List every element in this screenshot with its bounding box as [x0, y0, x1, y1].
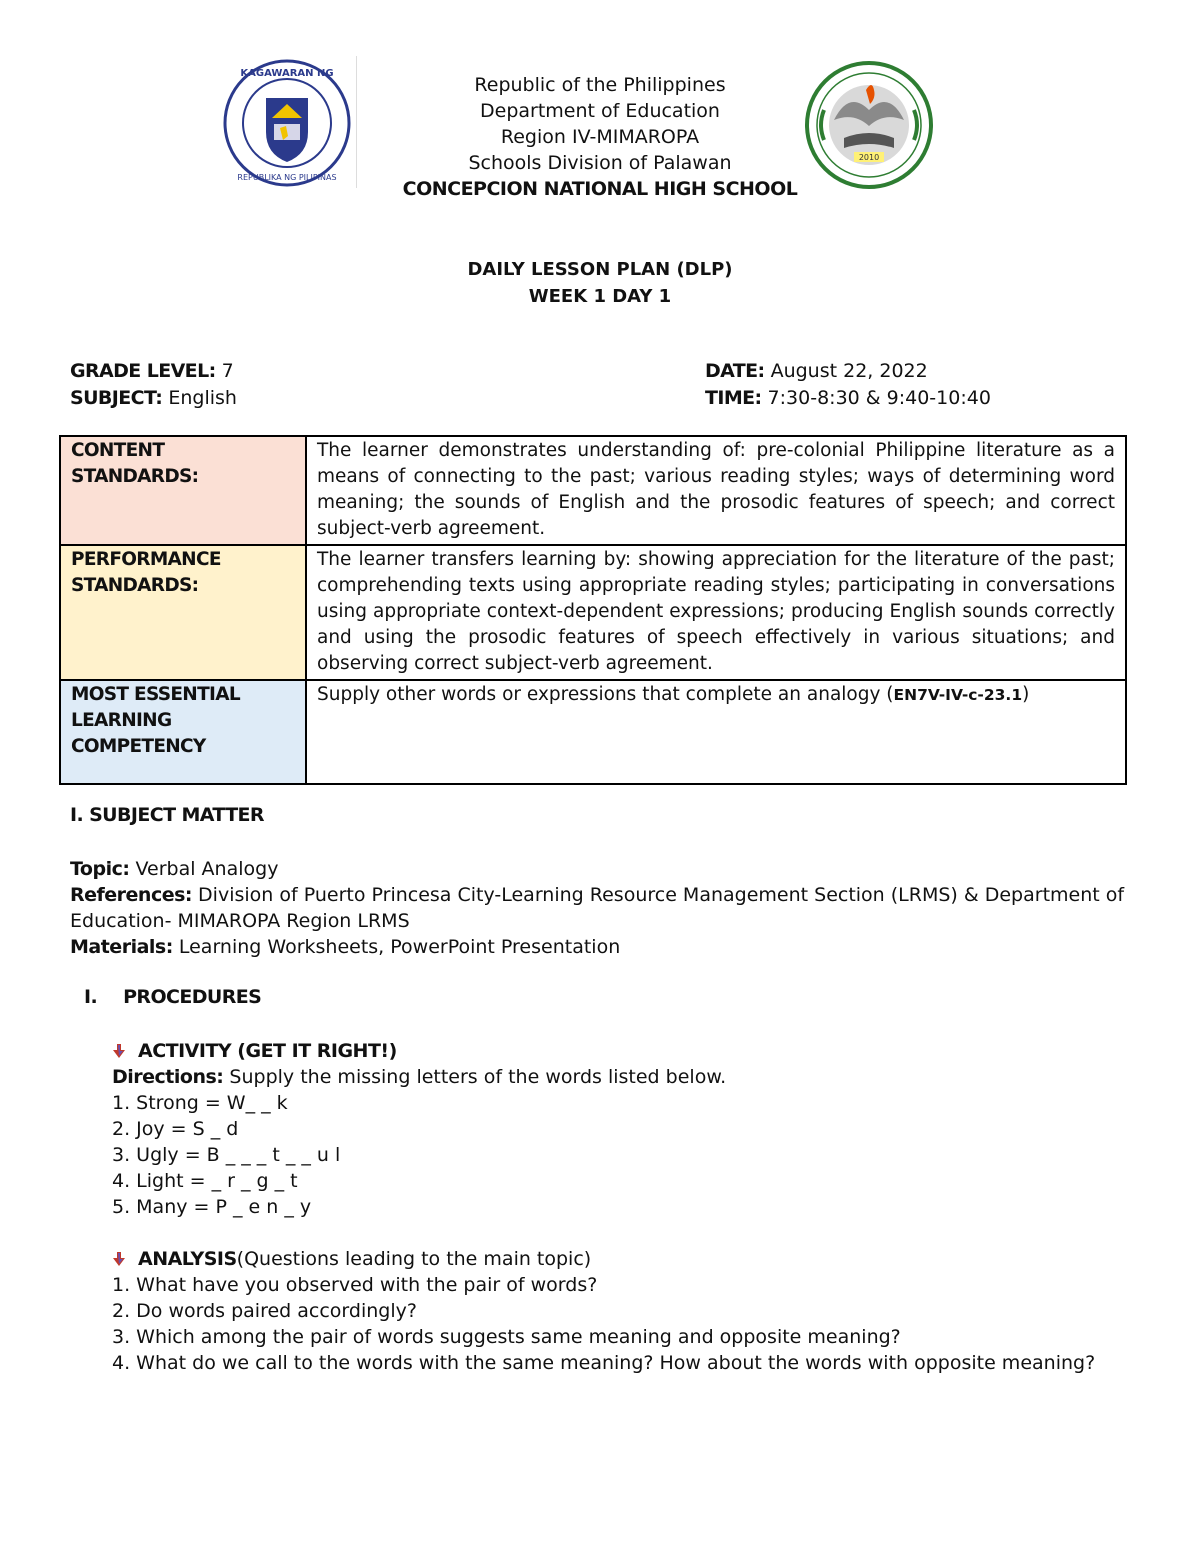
subject-value: English: [162, 387, 237, 409]
subject-matter-block: [70, 856, 1132, 960]
materials-label: Materials:: [70, 936, 173, 958]
header-line-3: Region IV-MIMAROPA: [500, 126, 700, 148]
school-seal-icon: [804, 60, 934, 190]
references-row: [70, 882, 1132, 934]
analysis-subtitle: (Questions leading to the main topic): [236, 1248, 592, 1270]
date-label: DATE:: [705, 360, 765, 382]
melc-label: MOST ESSENTIAL LEARNING COMPETENCY: [60, 680, 306, 784]
procedures-heading: [84, 986, 261, 1008]
subject-row: [70, 385, 237, 412]
topic-row: [70, 856, 1132, 882]
topic-value: Verbal Analogy: [129, 858, 279, 880]
list-item: 2. Do words paired accordingly?: [112, 1300, 417, 1322]
list-item: 3. Which among the pair of words suggests same meaning and opposite meaning?: [112, 1326, 901, 1348]
activity-heading: [112, 1038, 1112, 1064]
svg-text:2010: 2010: [858, 153, 880, 162]
title-line-2: WEEK 1 DAY 1: [528, 286, 672, 307]
procedures-title: PROCEDURES: [123, 986, 262, 1008]
analysis-block: [112, 1246, 1162, 1376]
list-item: 3. Ugly = B _ _ _ t _ _ u l: [112, 1144, 341, 1166]
melc-code: EN7V-IV-c-23.1: [893, 686, 1023, 704]
subject-matter-heading: I. SUBJECT MATTER: [70, 804, 264, 826]
date-row: [705, 358, 991, 385]
activity-block: [112, 1038, 1112, 1220]
svg-text:KAGAWARAN NG: KAGAWARAN NG: [240, 68, 334, 79]
header-line-4: Schools Division of Palawan: [468, 152, 732, 174]
analysis-heading: [112, 1246, 1162, 1272]
meta-left: [70, 358, 237, 412]
meta-right: [705, 358, 991, 412]
grade-level-row: [70, 358, 237, 385]
materials-row: [70, 934, 1132, 960]
list-item: 1. Strong = W_ _ k: [112, 1092, 288, 1114]
directions-value: Supply the missing letters of the words listed below.: [223, 1066, 727, 1088]
standards-table: [59, 435, 1127, 785]
directions-row: [112, 1064, 1112, 1090]
list-item: 1. What have you observed with the pair of words?: [112, 1274, 598, 1296]
performance-standards-label: PERFORMANCE STANDARDS:: [60, 545, 306, 680]
time-value: 7:30-8:30 & 9:40-10:40: [761, 387, 991, 409]
analysis-title: ANALYSIS: [138, 1248, 237, 1270]
list-item: 4. Light = _ r _ g _ t: [112, 1170, 298, 1192]
performance-standards-text: The learner transfers learning by: showing appreciation for the literature of the past; comprehending texts using appropriate reading styles; participating in conversations using appropriate context-dependent expressions; producing English sounds correctly and using the prosodic features of speech effectively in various situations; and observing correct subject-verb agreement.: [306, 545, 1126, 680]
references-value: Division of Puerto Princesa City-Learning Resource Management Section (LRMS) & Department of Education- MIMAROPA Region LRMS: [70, 884, 1125, 932]
svg-text:REPUBLIKA NG PILIPINAS: REPUBLIKA NG PILIPINAS: [237, 173, 337, 182]
table-row: [60, 545, 1126, 680]
materials-value: Learning Worksheets, PowerPoint Presentation: [172, 936, 621, 958]
grade-level-value: 7: [215, 360, 234, 382]
header-line-2: Department of Education: [480, 100, 720, 122]
table-row: [60, 680, 1126, 784]
time-label: TIME:: [705, 387, 762, 409]
arrow-down-bullet-icon: [112, 1252, 126, 1266]
content-standards-text: The learner demonstrates understanding of: pre-colonial Philippine literature as a means of connecting to the past; various reading styles; ways of determining word meaning; the sounds of English and the prosodic features of speech; and correct subject-verb agreement.: [306, 436, 1126, 545]
table-row: [60, 436, 1126, 545]
grade-level-label: GRADE LEVEL:: [70, 360, 216, 382]
directions-label: Directions:: [112, 1066, 224, 1088]
references-label: References:: [70, 884, 193, 906]
activity-title: ACTIVITY (GET IT RIGHT!): [138, 1040, 397, 1062]
procedures-number: I.: [84, 986, 98, 1008]
date-value: August 22, 2022: [764, 360, 928, 382]
melc-text: Supply other words or expressions that complete an analogy (: [317, 684, 894, 705]
content-standards-label: CONTENT STANDARDS:: [60, 436, 306, 545]
arrow-down-bullet-icon: [112, 1044, 126, 1058]
school-name: CONCEPCION NATIONAL HIGH SCHOOL: [402, 178, 798, 200]
list-item: 4. What do we call to the words with the same meaning? How about the words with opposite meaning?: [112, 1352, 1096, 1374]
header-line-1: Republic of the Philippines: [474, 74, 726, 96]
topic-label: Topic:: [70, 858, 130, 880]
list-item: 2. Joy = S _ d: [112, 1118, 239, 1140]
melc-cell: [306, 680, 1126, 784]
time-row: [705, 385, 991, 412]
document-title: [300, 256, 900, 310]
melc-close: ): [1022, 684, 1030, 705]
subject-label: SUBJECT:: [70, 387, 163, 409]
title-line-1: DAILY LESSON PLAN (DLP): [467, 259, 733, 280]
list-item: 5. Many = P _ e n _ y: [112, 1196, 312, 1218]
